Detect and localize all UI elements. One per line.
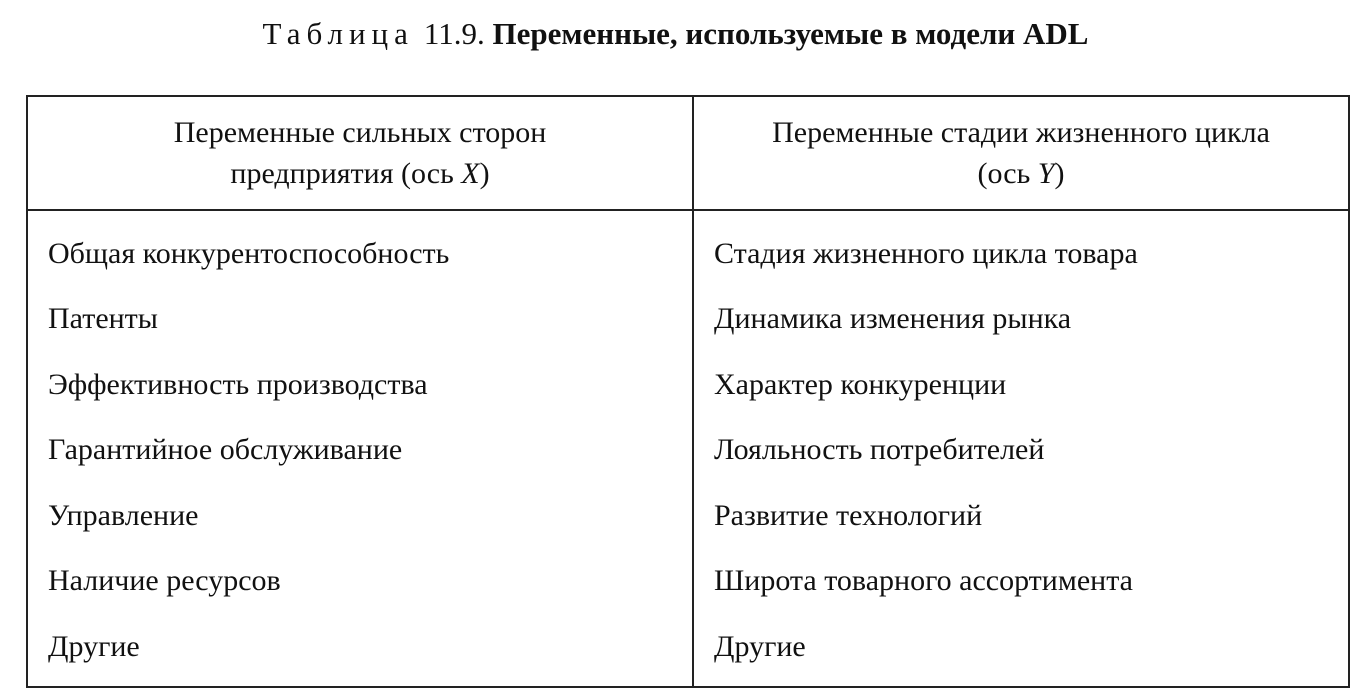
header-lifecycle-line1: Переменные стадии жизненного цикла bbox=[772, 116, 1270, 149]
table-cell-strength: Наличие ресурсов bbox=[48, 564, 281, 598]
table-cell-lifecycle: Широта товарного ассортимента bbox=[693, 549, 1349, 615]
table-cell-strength: Управление bbox=[48, 498, 199, 532]
header-lifecycle-axis: Y bbox=[1037, 157, 1055, 190]
table-row bbox=[27, 352, 1349, 418]
table-row bbox=[27, 614, 1349, 687]
caption-title: Переменные, используемые в модели ADL bbox=[492, 16, 1089, 51]
table-cell-lifecycle: Развитие технологий bbox=[693, 483, 1349, 549]
header-strengths bbox=[27, 96, 693, 210]
table-row bbox=[27, 210, 1349, 287]
adl-variables-table bbox=[26, 95, 1350, 688]
table-cell-strength: Гарантийное обслуживание bbox=[48, 433, 403, 467]
table-caption bbox=[0, 14, 1351, 54]
table-cell-lifecycle: Характер конкуренции bbox=[693, 352, 1349, 418]
header-lifecycle-line2-prefix: (ось bbox=[977, 157, 1038, 190]
header-strengths-line1: Переменные сильных сторон bbox=[173, 116, 547, 149]
table-cell-lifecycle: Стадия жизненного цикла товара bbox=[693, 210, 1349, 287]
table-row bbox=[27, 287, 1349, 353]
table-cell-strength: Патенты bbox=[48, 302, 158, 336]
header-strengths-axis: X bbox=[461, 157, 480, 190]
header-lifecycle bbox=[693, 96, 1349, 210]
table-row bbox=[27, 549, 1349, 615]
table-cell-strength: Общая конкурентоспособность bbox=[48, 236, 450, 270]
table-cell-lifecycle: Другие bbox=[693, 614, 1349, 687]
caption-number: 11.9. bbox=[423, 16, 485, 51]
header-strengths-line2-prefix: предприятия (ось bbox=[230, 157, 462, 190]
table-cell-lifecycle: Динамика изменения рынка bbox=[693, 287, 1349, 353]
table-row bbox=[27, 483, 1349, 549]
caption-label: Таблица bbox=[262, 16, 414, 51]
table-cell-strength: Эффективность производства bbox=[48, 367, 428, 401]
table-row bbox=[27, 418, 1349, 484]
table-cell-strength: Другие bbox=[48, 629, 140, 663]
header-row bbox=[27, 96, 1349, 210]
header-lifecycle-line2-suffix: ) bbox=[1054, 157, 1065, 190]
table-cell-lifecycle: Лояльность потребителей bbox=[693, 418, 1349, 484]
header-strengths-line2-suffix: ) bbox=[479, 157, 490, 190]
